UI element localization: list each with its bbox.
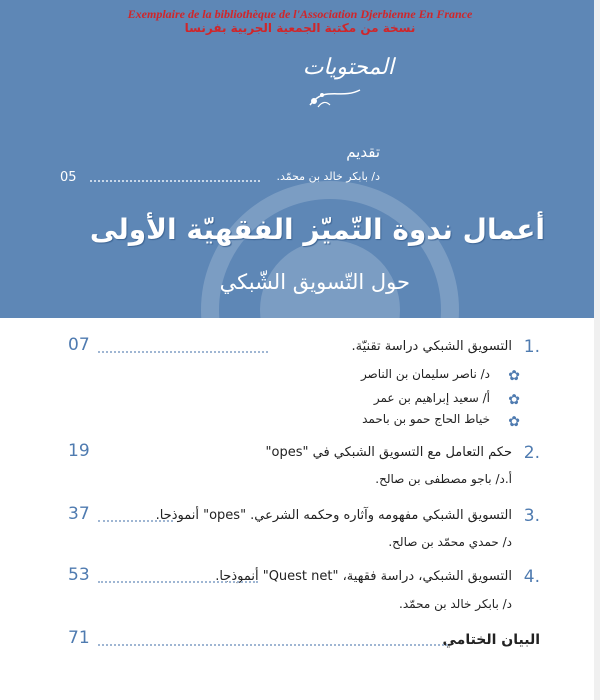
toc-entry-2[interactable] <box>60 443 540 467</box>
toc-entry-1[interactable] <box>60 337 540 361</box>
contents-title: المحتويات <box>302 55 394 80</box>
toc-entry-3[interactable] <box>60 506 540 530</box>
library-stamp-arabic: نسخة من مكتبة الجمعية الجربية بفرنسا <box>184 21 416 35</box>
scan-edge <box>594 0 600 700</box>
entry-author: د/ ناصر سليمان بن الناصر <box>360 367 490 381</box>
entry-leader-dots <box>98 644 448 646</box>
entry-title: حكم التعامل مع التسويق الشبكي في "opes" <box>265 445 512 460</box>
entry-page-number: 53 <box>68 565 90 585</box>
entry-page-number: 19 <box>68 441 90 461</box>
flower-bullet-icon: ✿ <box>508 392 520 408</box>
entry-page-number: 07 <box>68 335 90 355</box>
entry-title: البيان الختامي <box>442 632 540 648</box>
toc-entry-closing[interactable] <box>60 630 540 654</box>
symposium-subtitle: حول التّسويق الشّبكي <box>219 270 410 294</box>
entry-leader-dots <box>98 581 258 583</box>
entry-number: 4. <box>523 567 540 587</box>
intro-label: تقديم <box>346 143 380 161</box>
intro-entry[interactable] <box>60 170 380 188</box>
entry-author: أ.د/ باجو مصطفى بن صالح. <box>375 472 512 486</box>
entry-author: د/ بابكر خالد بن محمّد. <box>399 597 512 611</box>
entry-title: التسويق الشبكي مفهومه وآثاره وحكمه الشرعي. "opes" أنموذجا. <box>155 508 512 523</box>
contents-heading <box>300 45 410 115</box>
intro-leader-dots <box>90 180 260 182</box>
entry-author: أ/ سعيد إبراهيم بن عمر <box>373 391 490 405</box>
entry-number: 2. <box>523 443 540 463</box>
entry-leader-dots <box>98 520 173 522</box>
entry-page-number: 71 <box>68 628 90 648</box>
entry-page-number: 37 <box>68 504 90 524</box>
toc-entry-4[interactable] <box>60 567 540 591</box>
intro-page-number: 05 <box>60 170 77 185</box>
flower-bullet-icon: ✿ <box>508 368 520 384</box>
intro-author: د/ بابكر خالد بن محمّد. <box>276 170 380 183</box>
entry-number: 3. <box>523 506 540 526</box>
entry-author: خياط الحاج حمو بن باحمد <box>362 412 490 426</box>
entry-title: التسويق الشبكي، دراسة فقهية، "Quest net" أنموذجا. <box>215 569 512 584</box>
entry-author: د/ حمدي محمّد بن صالح. <box>388 535 512 549</box>
entry-number: 1. <box>523 337 540 357</box>
symposium-title: أعمال ندوة التّميّز الفقهيّة الأولى <box>89 213 545 246</box>
entry-title: التسويق الشبكي دراسة تقنيّة. <box>351 339 512 354</box>
flower-bullet-icon: ✿ <box>508 414 520 430</box>
entry-leader-dots <box>98 351 268 353</box>
library-stamp-latin: Exemplaire de la bibliothèque de l'Association Djerbienne En France <box>127 7 473 21</box>
